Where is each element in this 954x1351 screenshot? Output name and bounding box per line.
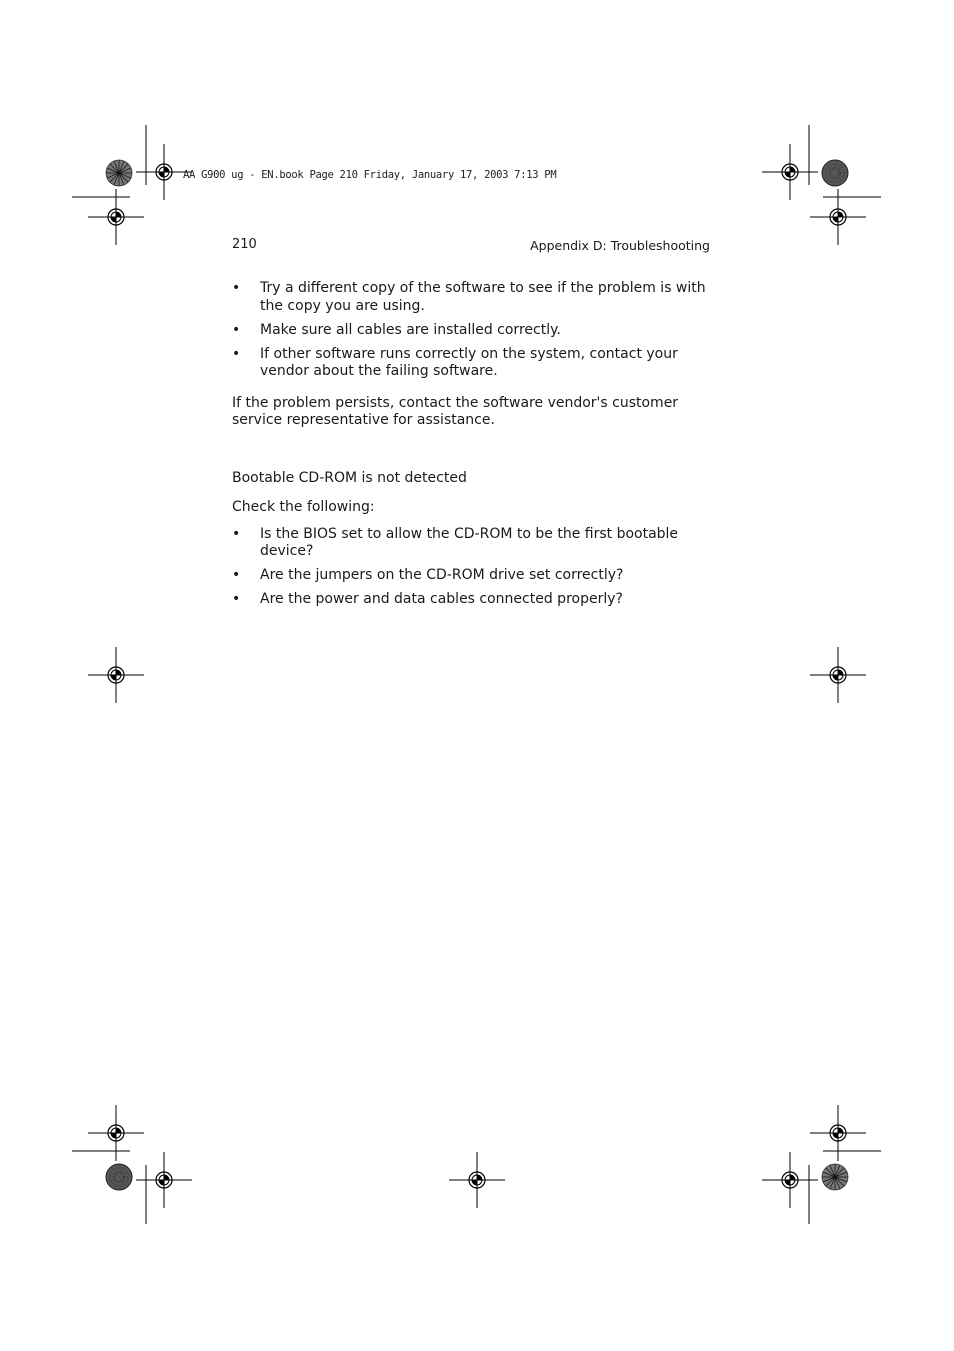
bullet-icon: • xyxy=(232,345,241,362)
bullet-icon: • xyxy=(232,567,241,583)
bullet-icon: • xyxy=(232,321,241,338)
list-item-text: Make sure all cables are installed correctly. xyxy=(260,321,561,338)
list-item xyxy=(232,591,712,609)
bullet-icon: • xyxy=(232,591,241,607)
list-item-text: Try a different copy of the software to see if the problem is with the copy you are using. xyxy=(260,280,706,314)
paragraph: If the problem persists, contact the software vendor's customer service representative for assistance. xyxy=(232,394,679,428)
list-item xyxy=(232,280,712,315)
lead-text: Check the following: xyxy=(232,499,375,515)
bullet-list xyxy=(232,280,712,381)
list-item-text: Are the jumpers on the CD-ROM drive set correctly? xyxy=(260,567,624,583)
list-item xyxy=(232,322,712,340)
list-item-text: Is the BIOS set to allow the CD-ROM to be the first bootable device? xyxy=(260,525,679,559)
page-number: 210 xyxy=(232,237,257,252)
list-item-text: If other software runs correctly on the system, contact your vendor about the failing software. xyxy=(260,345,678,379)
list-item xyxy=(232,567,712,585)
list-item-text: Are the power and data cables connected properly? xyxy=(260,591,623,607)
bullet-list xyxy=(232,526,712,609)
list-item xyxy=(232,526,712,561)
page-body xyxy=(232,280,712,615)
bullet-icon: • xyxy=(232,525,241,542)
bullet-icon: • xyxy=(232,280,241,296)
list-item xyxy=(232,346,712,381)
running-head: Appendix D: Troubleshooting xyxy=(530,238,710,253)
print-slug: AA G900 ug - EN.book Page 210 Friday, January 17, 2003 7:13 PM xyxy=(183,169,557,181)
section-heading: Bootable CD-ROM is not detected xyxy=(232,469,467,486)
